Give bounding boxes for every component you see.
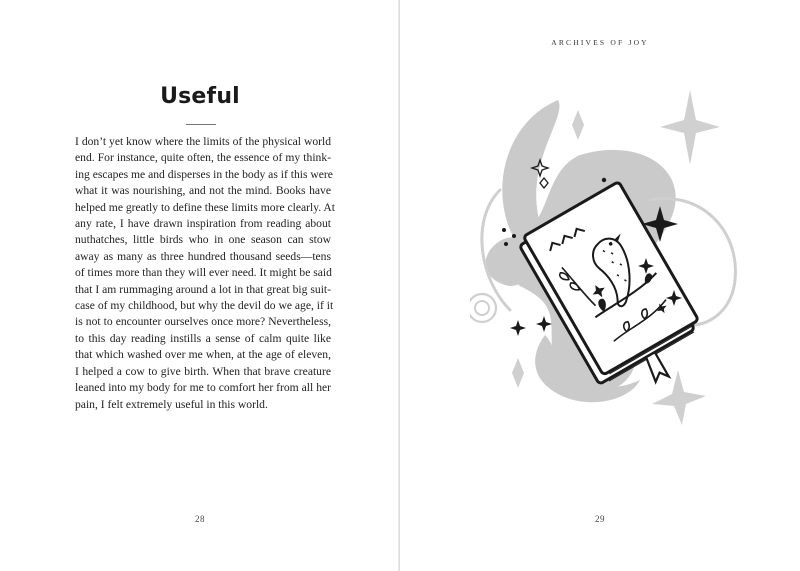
text-line: to this day reading instills a sense of calm quite like — [75, 331, 331, 345]
chapter-title: Useful — [160, 84, 240, 109]
text-line: is not to encounter ourselves once more? Nevertheless, — [75, 315, 331, 329]
body-paragraph — [75, 134, 336, 413]
text-line: case of my childhood, but why the devil do we age, if it — [75, 299, 334, 313]
circle-ring — [470, 294, 496, 322]
text-line: any rate, I have drawn inspiration from reading about — [75, 217, 331, 231]
dot-black — [602, 178, 606, 182]
text-line: end. For instance, quite often, the essence of my think- — [75, 151, 331, 165]
star-black-left — [510, 320, 526, 336]
text-line: that which washed over me when, at the age of eleven, — [75, 348, 331, 362]
text-line: away as many as three hundred thousand seeds—tens — [75, 249, 331, 263]
text-line: leaned into my body for me to comfort her from all her — [75, 381, 331, 395]
text-line: nuthatches, little birds who in one season can stow — [75, 233, 331, 247]
text-line: pain, I felt extremely useful in this world. — [75, 397, 268, 411]
page-number-right: 29 — [595, 514, 605, 524]
dot-black — [504, 242, 508, 246]
text-line: helped me greatly to define these limits more clearly. At — [75, 200, 336, 214]
text-line: of times more than they will ever need. It might be said — [75, 266, 332, 280]
text-line: ing escapes me and disperses in the body as if this were — [75, 167, 333, 181]
book-with-bird-illustration-icon — [470, 80, 760, 440]
star-black-mid — [536, 316, 552, 332]
page-number-left: 28 — [195, 514, 205, 524]
dot-black — [512, 234, 516, 238]
bookmark-ribbon — [643, 352, 669, 383]
diamond-grey-bottom — [512, 358, 524, 388]
dot-black — [502, 228, 506, 232]
title-divider — [186, 124, 216, 125]
text-line: I don’t yet know where the limits of the physical world — [75, 135, 331, 148]
text-line: what it was nourishing, and not the mind. Books have — [75, 184, 331, 198]
text-line: I helped a cow to give birth. When that brave creature — [75, 364, 331, 378]
text-line: that I am rummaging around a lot in that great big suit- — [75, 282, 331, 296]
sparkle-large-grey — [660, 90, 720, 165]
right-page — [400, 0, 800, 571]
star-grey-bottom — [652, 370, 706, 425]
diamond-grey — [572, 110, 584, 140]
running-head: ARCHIVES OF JOY — [551, 38, 649, 47]
circle-ring-inner — [475, 301, 489, 315]
